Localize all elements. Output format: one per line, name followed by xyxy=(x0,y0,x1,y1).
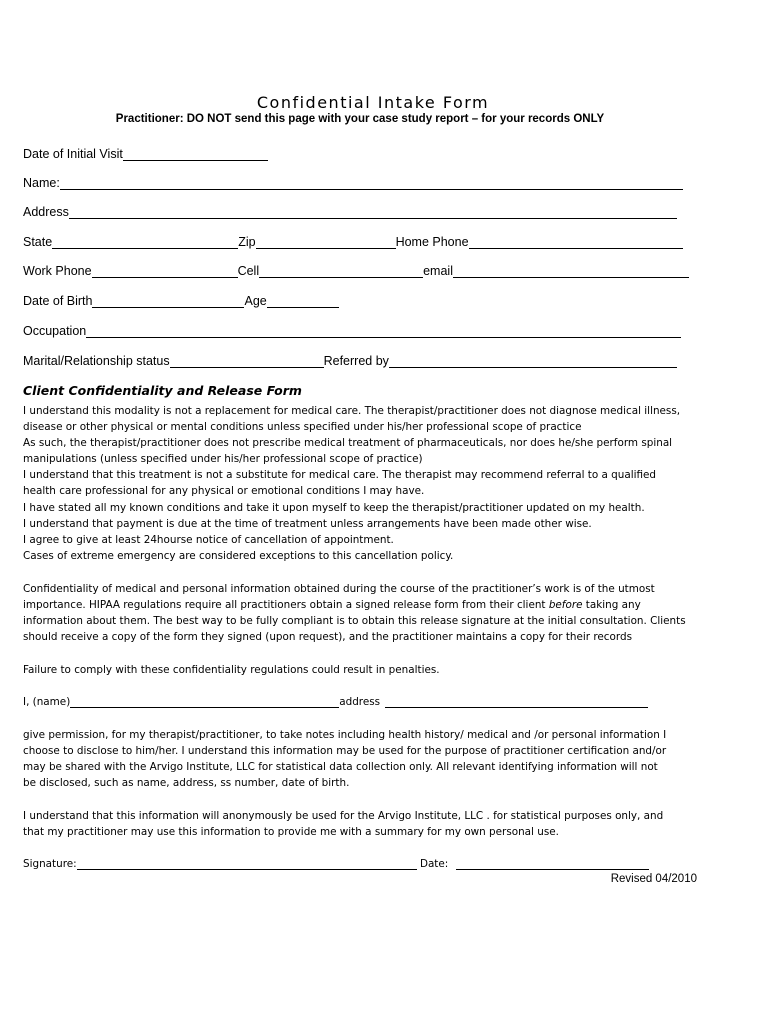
address-row xyxy=(23,203,677,219)
release-line: As such, the therapist/practitioner does not prescribe medical treatment of pharmaceuticals, nor does he/she perform spinal xyxy=(23,437,673,450)
zip-label: Zip xyxy=(238,235,256,249)
state-field[interactable] xyxy=(52,236,238,249)
date-of-initial-visit-field[interactable] xyxy=(123,148,268,161)
release-line: disease or other physical or mental conditions unless specified under his/her professional scope of practice xyxy=(23,421,582,434)
hipaa-emphasis: before xyxy=(548,599,583,612)
hipaa-line xyxy=(23,597,703,613)
permission-line: give permission, for my therapist/practitioner, to take notes including health history/ medical and /or personal information I xyxy=(23,729,667,741)
occupation-field[interactable] xyxy=(86,325,681,338)
address-field[interactable] xyxy=(69,206,677,219)
name-label: Name: xyxy=(23,176,60,190)
date-of-initial-visit-row xyxy=(23,145,268,161)
occupation-row xyxy=(23,322,681,338)
work-phone-field[interactable] xyxy=(92,265,238,278)
work-phone-label: Work Phone xyxy=(23,264,92,278)
anonymous-use-paragraph xyxy=(23,808,703,840)
form-title: Confidential Intake Form xyxy=(256,93,490,112)
permission-line: be disclosed, such as name, address, ss number, date of birth. xyxy=(23,777,350,790)
release-address-field[interactable] xyxy=(385,697,648,708)
hipaa-paragraph xyxy=(23,581,703,645)
date-of-birth-label: Date of Birth xyxy=(23,294,93,308)
marital-status-label: Marital/Relationship status xyxy=(23,354,170,368)
signature-field[interactable] xyxy=(77,859,417,870)
address-label: Address xyxy=(23,205,69,219)
permission-paragraph xyxy=(23,727,703,791)
release-line: I understand that this treatment is not a substitute for medical care. The therapist may recommend referral to a qualified xyxy=(23,469,657,482)
release-line: I understand this modality is not a replacement for medical care. The therapist/practitioner does not diagnose medical illness, xyxy=(23,405,681,417)
signature-label: Signature: xyxy=(23,858,77,870)
home-phone-label: Home Phone xyxy=(395,235,469,249)
name-address-row xyxy=(23,694,648,708)
penalties-paragraph xyxy=(23,662,703,678)
name-field[interactable] xyxy=(60,177,683,190)
date-field[interactable] xyxy=(456,859,649,870)
age-label: Age xyxy=(244,294,267,308)
zip-field[interactable] xyxy=(256,236,396,249)
cell-label: Cell xyxy=(237,264,260,278)
marital-status-field[interactable] xyxy=(170,355,324,368)
release-clauses xyxy=(23,403,703,564)
release-address-label: address xyxy=(339,696,381,708)
penalties-text: Failure to comply with these confidentiality regulations could result in penalties. xyxy=(23,664,440,676)
release-name-label: I, (name) xyxy=(23,696,71,708)
hipaa-line-part: importance. HIPAA regulations require all practitioners obtain a signed release form from their client xyxy=(23,599,549,612)
referred-by-label: Referred by xyxy=(323,354,389,368)
name-row xyxy=(23,174,683,190)
hipaa-line: information about them. The best way to be fully compliant is to obtain this release signature at the initial consultation. Clients xyxy=(23,615,686,628)
release-name-field[interactable] xyxy=(70,697,339,708)
state-zip-phone-row xyxy=(23,233,683,249)
date-of-initial-visit-label: Date of Initial Visit xyxy=(23,147,123,161)
state-label: State xyxy=(23,235,53,249)
age-field[interactable] xyxy=(267,295,339,308)
date-of-birth-field[interactable] xyxy=(92,295,244,308)
release-line: Cases of extreme emergency are considered exceptions to this cancellation policy. xyxy=(23,549,454,562)
cell-field[interactable] xyxy=(259,265,423,278)
hipaa-line: Confidentiality of medical and personal information obtained during the course of the practitioner’s work is of the utmost xyxy=(23,583,655,595)
release-section-title: Client Confidentiality and Release Form xyxy=(23,383,302,398)
marital-referred-row xyxy=(23,352,677,368)
signature-row xyxy=(23,856,649,870)
hipaa-line-part: taking any xyxy=(582,599,641,612)
release-line: health care professional for any physical or emotional conditions I may have. xyxy=(23,485,425,498)
release-line: I understand that payment is due at the time of treatment unless arrangements have been made other wise. xyxy=(23,517,592,530)
permission-line: choose to disclose to him/her. I understand this information may be used for the purpose of practitioner certification and/or xyxy=(23,745,667,758)
dob-age-row xyxy=(23,292,339,308)
anonymous-line: I understand that this information will anonymously be used for the Arvigo Institute, LLC . for statistical purposes only, and xyxy=(23,810,664,822)
date-label: Date: xyxy=(416,858,452,870)
email-field[interactable] xyxy=(453,265,689,278)
permission-line: may be shared with the Arvigo Institute, LLC for statistical data collection only. All relevant identifying information will not xyxy=(23,761,658,774)
release-line: I agree to give at least 24hourse notice of cancellation of appointment. xyxy=(23,533,394,546)
release-line: I have stated all my known conditions and take it upon myself to keep the therapist/practitioner updated on my health. xyxy=(23,501,645,514)
work-cell-email-row xyxy=(23,262,689,278)
home-phone-field[interactable] xyxy=(469,236,683,249)
form-subtitle: Practitioner: DO NOT send this page with your case study report – for your records ONLY xyxy=(115,113,605,125)
release-line: manipulations (unless specified under his/her professional scope of practice) xyxy=(23,453,423,466)
occupation-label: Occupation xyxy=(23,324,87,338)
anonymous-line: that my practitioner may use this information to provide me with a summary for my own personal use. xyxy=(23,826,559,839)
hipaa-line: should receive a copy of the form they signed (upon request), and the practitioner maintains a copy for their records xyxy=(23,631,632,644)
revision-date: Revised 04/2010 xyxy=(610,873,697,885)
referred-by-field[interactable] xyxy=(389,355,677,368)
email-label: email xyxy=(423,264,453,278)
